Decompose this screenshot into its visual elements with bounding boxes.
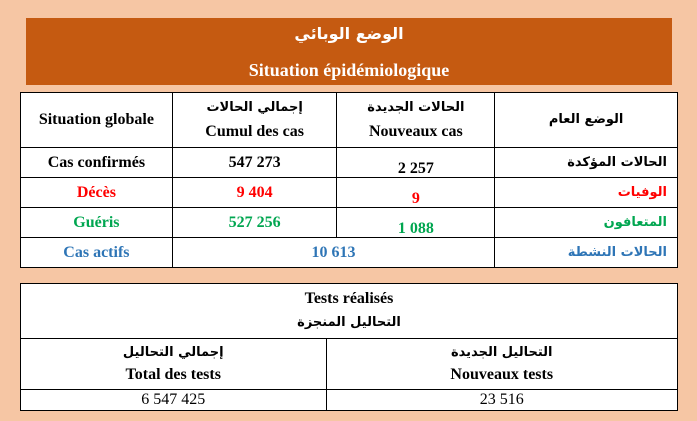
tests-values-row [21,390,678,411]
header-cumul [172,93,337,148]
label-fr: Décès [21,178,173,208]
nouveaux-value: 2 257 [337,148,495,178]
header-nouveaux-ar: الحالات الجديدة [367,100,465,115]
label-ar: المتعافون [495,208,678,238]
tests-total-value: 6 547 425 [21,390,327,411]
actifs-value: 10 613 [172,238,494,268]
tests-nouveaux-fr: Nouveaux tests [450,366,554,383]
title-banner [26,18,672,85]
label-fr: Cas actifs [21,238,173,268]
table-header-row [21,93,678,148]
tests-nouveaux-value: 23 516 [326,390,677,411]
tests-total-ar: إجمالي التحاليل [122,345,224,360]
nouveaux-value: 1 088 [337,208,495,238]
header-situation-globale: Situation globale [21,93,173,148]
header-nouveaux-fr: Nouveaux cas [368,123,463,140]
cumul-value: 9 404 [172,178,337,208]
tests-title-ar: التحاليل المنجزة [297,315,401,330]
title-arabic: الوضع الوبائي [294,24,404,43]
nouveaux-value: 9 [337,178,495,208]
cumul-value: 547 273 [172,148,337,178]
tests-title [21,284,678,339]
label-fr: Cas confirmés [21,148,173,178]
tests-total-header [21,339,327,390]
tests-nouveaux-ar: التحاليل الجديدة [451,345,553,360]
title-french: Situation épidémiologique [248,60,450,80]
table-row-gueris [21,208,678,238]
header-cumul-fr: Cumul des cas [205,123,304,140]
tests-total-fr: Total des tests [125,366,221,383]
tests-table [20,283,678,411]
label-ar: الحالات المؤكدة [495,148,678,178]
header-nouveaux [337,93,495,148]
tests-title-fr: Tests réalisés [304,290,394,307]
label-fr: Guéris [21,208,173,238]
label-ar: الوفيات [495,178,678,208]
tests-nouveaux-header [326,339,677,390]
label-ar: الحالات النشطة [495,238,678,268]
tests-title-row [21,284,678,339]
table-row-actifs [21,238,678,268]
header-situation-ar: الوضع العام [495,93,678,148]
table-row-confirmes [21,148,678,178]
cumul-value: 527 256 [172,208,337,238]
situation-table [20,92,678,268]
header-cumul-ar: إجمالي الحالات [206,100,303,115]
table-row-deces [21,178,678,208]
tests-header-row [21,339,678,390]
